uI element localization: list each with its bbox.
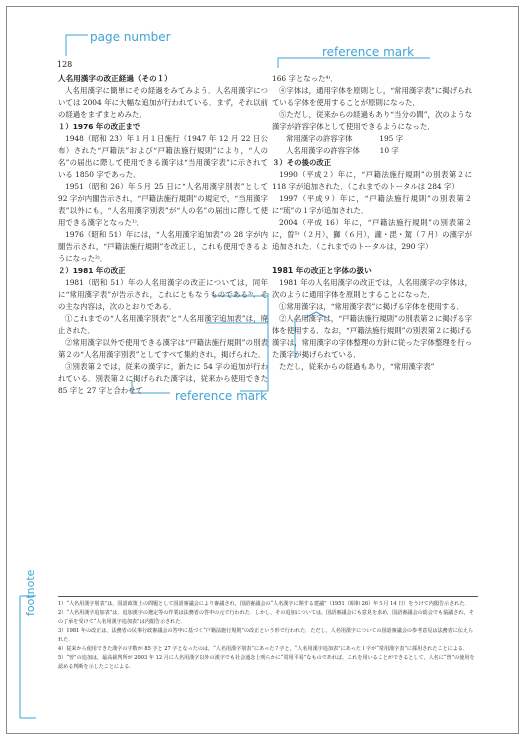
paragraph: 人名用漢字に簡単にその経過をみてみよう．人名用漢字については 2004 年に大幅な追加が行われている．まず，それ以前の経過をまずまとめみた． [58,86,268,119]
allowed-forms-label: 常用漢字の許容字体 [286,134,353,143]
page-number-pointer [66,35,88,56]
paragraph: ただし，従来からの経過もあり，“常用漢字表” [279,362,435,371]
allowed-forms-label: 人名用漢字の許容字体 [286,146,360,155]
paragraph: 1948（昭和 23）年１月１日施行（1947 年 12 月 22 日公布）された“戸籍法”および“戸籍法施行規則”により，“人の名”の届出に際して使用できる漢字は“当用漢字表”に示されている 1850 字であった． [58,134,268,179]
subsection-heading: ２）1981 年の改正 [58,266,126,275]
list-item: ③別表第２では，従来の漢字に，新たに 54 字の追加が行われている．別表第２に掲げられた漢字は，従来から使用できた 85 字と 27 字と合わせて [58,362,268,395]
footnote: 3）1981 年の改正は，法務省の民事行政審議会の答申に基づく“戸籍法施行規則”の改正という形で行われた．ただし，人名用漢字についての国語審議会の参考意見は法務省に伝えられた． [58,628,474,643]
paragraph: 1951（昭和 26）年５月 25 日に“人名用漢字別表”として 92 字が内閣告示され，“戸籍法施行規則”の規定で，“当用漢字表”以外にも，“人名用漢字別表”が“人の名”の届出に際して使用できる漢字となった¹⁾． [58,182,268,227]
section-heading: 人名用漢字の改正経過（その１） [58,74,172,83]
paragraph: 1981（昭和 51）年の人名用漢字の改正については，同年に“常用漢字表”が告示され，これにともなうものである³⁾．その主な内容は，次のとおりである． [58,278,268,311]
paragraph: 1997（平成９）年に，“戸籍法施行規則”の別表第２に“琉”の１字が追加された． [272,194,472,215]
page-number-annotation: page number [90,30,171,44]
paragraph: 166 字となった⁴⁾． [272,74,338,83]
footnote: 2）“人名用漢字追加表”は，追加漢字の選定等の作業は法務省の答申の元で行われた．しかし，その追加については，国語審議会にも意見を求め，国語審議会の総会でも協議され，その了承を受けて“人名用漢字追加表”は内閣告示された． [58,610,474,625]
spacer [272,253,472,265]
paragraph: 1990（平成２）年に，“戸籍法施行規則”の別表第２に 118 字が追加された．（これまでのトータルは 284 字） [272,170,472,191]
list-item: ②人名用漢字は，“戸籍法施行規則”の別表第２に掲げる字体を使用する．なお，“戸籍法施行規則”の別表第２に掲げる漢字は，常用漢字の字体整理の方針に従った字体整理を行った漢字が掲げられている． [272,314,472,359]
right-column [272,73,472,373]
allowed-forms-row [272,133,472,145]
list-item: ②常用漢字以外で使用できる漢字は“戸籍法施行規則”の別表第２の“人名用漢字別表”としてすべて集約され，掲げられた． [58,338,268,359]
subsection-heading: １）1976 年の改正まで [58,122,141,131]
footnote: 4）従来から使用できた漢字の字数が 85 字と 27 字となったのは，“人名用漢字別表”にあった７字と，“人名用漢字追加表”にあった１字が“常用漢字表”に採用されたことによる． [58,646,469,652]
left-column [58,73,268,397]
list-item: ⑤ただし，従来からの経過もあり“当分の間”，次のような漢字が許容字体として使用できるようになった． [272,110,472,131]
allowed-forms-row [272,145,472,157]
list-item: ①これまでの“人名用漢字別表”と“人名用漢字追加表”は，廃止された． [58,314,268,335]
reference-mark-annotation-top: reference mark [322,45,415,59]
footnote: 5）“曽”の追加は，最高裁判所が 2003 年 12 月に人名用漢字以外の漢字でも社会通念上明らかに“常用平易”なものであれば，これを用いることができるとして，人名に“曽”の使用を認める判断を示したことによる． [58,655,475,670]
allowed-forms-count: 10 字 [379,146,399,155]
paragraph: 1981 年の人名用漢字の改正では，人名用漢字の字体は，次のように通用字体を原則とすることになった． [272,278,472,299]
list-item: ①常用漢字は，“常用漢字表”に掲げる字体を使用する． [279,302,464,311]
allowed-forms-count: 195 字 [379,134,404,143]
footnotes [58,596,478,672]
subsection-heading: ３）その後の改正 [272,158,332,167]
reference-mark-annotation-middle: reference mark [175,389,268,403]
footnote-annotation: footnote [24,569,37,616]
section-heading: 1981 年の改正と字体の扱い [272,266,372,275]
paragraph: 2004（平成 16）年に，“戸籍法施行規則”の別表第２に，曽⁵⁾（２月），獅（６月），瀧・毘・駕（７月）の漢字が追加された．（これまでのトータルは，290 字） [272,218,472,251]
list-item: ④字体は，通用字体を原則とし，“常用漢字表”に掲げられている字体を使用することが原則になった． [272,86,472,107]
page-number: 128 [57,60,73,69]
footnote: 1）“人名用漢字別表”は，国語政策上の問題として国語審議会により審議され，国語審議会の“人名漢字に関する建議”（1951（昭和 26）年５月 14 日）をうけて内閣告示された． [58,601,470,607]
reference-mark-pointer-top [278,58,430,68]
paragraph: 1976（昭和 51）年には，“人名用漢字追加表”の 28 字が内閣告示され，“戸籍法施行規則”を改正し，これも使用できるようになった²⁾． [58,230,268,263]
